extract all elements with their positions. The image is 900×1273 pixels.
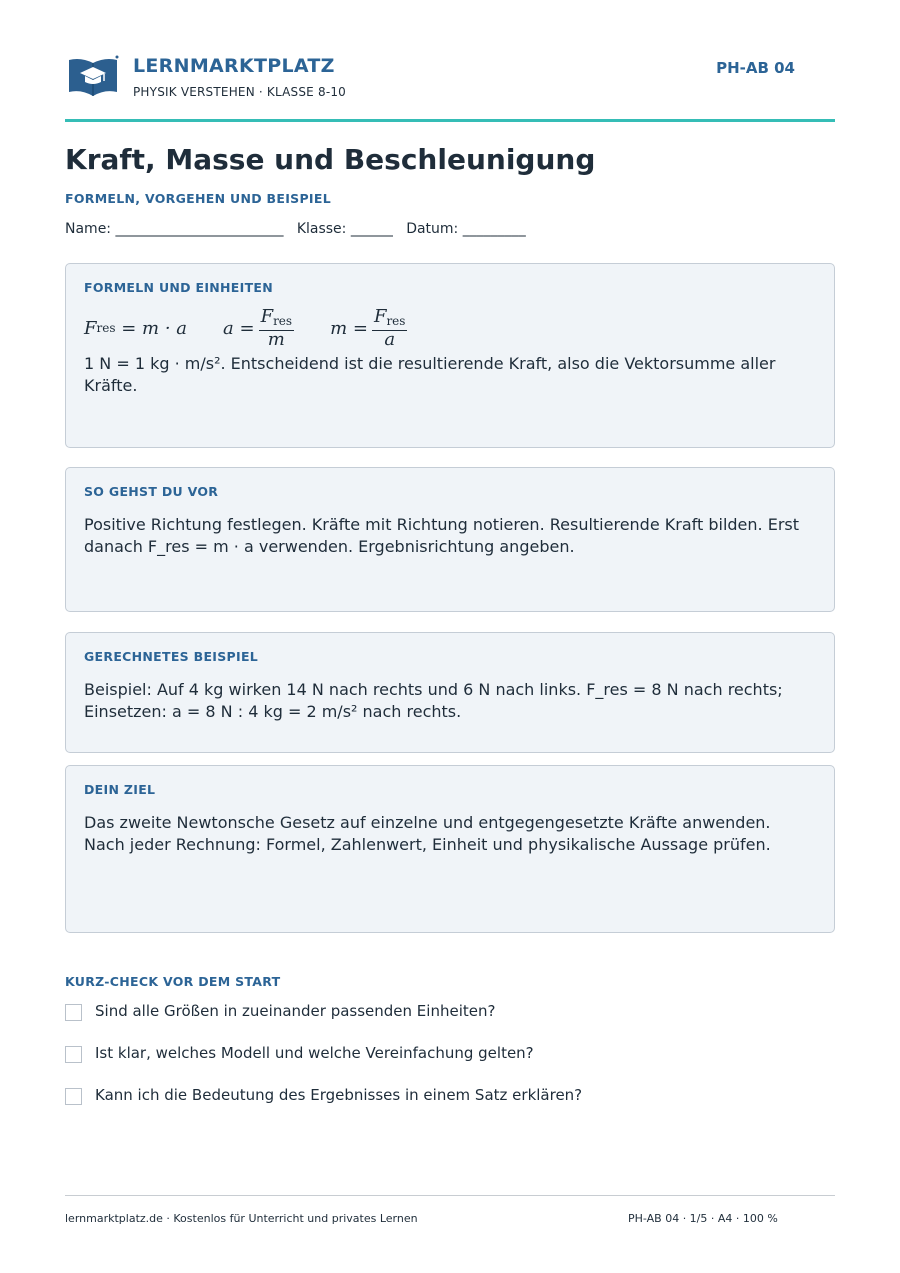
- formulas-text: 1 N = 1 kg · m/s². Entscheidend ist die resultierende Kraft, also die Vektorsumme aller Kräfte.: [84, 354, 776, 395]
- goal-heading: DEIN ZIEL: [84, 782, 156, 797]
- formulas-box: [65, 263, 835, 448]
- example-text: Beispiel: Auf 4 kg wirken 14 N nach rechts und 6 N nach links. F_res = 8 N nach rechts; Einsetzen: a = 8 N : 4 kg = 2 m/s² nach rechts.: [84, 680, 783, 721]
- checklist-item-label: Ist klar, welches Modell und welche Vereinfachung gelten?: [95, 1044, 534, 1062]
- procedure-heading: SO GEHST DU VOR: [84, 484, 219, 499]
- formula-force: F res = m · a: [84, 317, 188, 339]
- formulas-heading: FORMELN UND EINHEITEN: [84, 280, 274, 295]
- procedure-box: [65, 467, 835, 612]
- formula-mass: m = $\frac{F_{res}}{a}$: [330, 305, 406, 350]
- brand-name: LERNMARKTPLATZ: [133, 55, 335, 77]
- footer-divider: [65, 1195, 835, 1196]
- checklist-heading: KURZ-CHECK VOR DEM START: [65, 974, 281, 989]
- checkbox[interactable]: [65, 1046, 82, 1063]
- header-divider: [65, 119, 835, 122]
- footer-site-info: lernmarktplatz.de · Kostenlos für Unterricht und privates Lernen: [65, 1212, 418, 1225]
- goal-box: [65, 765, 835, 933]
- student-info-fields: Name: ________________________ Klasse: ______ Datum: _________: [65, 221, 526, 237]
- formula-row: [84, 305, 443, 350]
- page-header: [65, 50, 835, 110]
- procedure-text: Positive Richtung festlegen. Kräfte mit Richtung notieren. Resultierende Kraft bilden. Erst danach F_res = m · a verwenden. Ergebnisrichtung angeben.: [84, 515, 800, 556]
- page-title: Kraft, Masse und Beschleunigung: [65, 143, 596, 176]
- sheet-code: PH-AB 04: [716, 59, 795, 77]
- example-box: [65, 632, 835, 753]
- checklist-item-label: Sind alle Größen in zueinander passenden Einheiten?: [95, 1002, 496, 1020]
- footer-page-info: PH-AB 04 · 1/5 · A4 · 100 %: [628, 1212, 778, 1225]
- brand-subtitle: PHYSIK VERSTEHEN · KLASSE 8-10: [133, 85, 347, 99]
- checkbox[interactable]: [65, 1088, 82, 1105]
- checkbox[interactable]: [65, 1004, 82, 1021]
- checklist-item-label: Kann ich die Bedeutung des Ergebnisses in einem Satz erklären?: [95, 1086, 583, 1104]
- formula-acceleration: a = $\frac{F_{res}}{m}$: [223, 305, 293, 350]
- page-tagline: FORMELN, VORGEHEN UND BEISPIEL: [65, 191, 331, 206]
- example-heading: GERECHNETES BEISPIEL: [84, 649, 259, 664]
- goal-text: Das zweite Newtonsche Gesetz auf einzelne und entgegengesetzte Kräfte anwenden. Nach jeder Rechnung: Formel, Zahlenwert, Einheit und physikalische Aussage prüfen.: [84, 813, 771, 854]
- book-graduation-cap-icon: [67, 54, 119, 98]
